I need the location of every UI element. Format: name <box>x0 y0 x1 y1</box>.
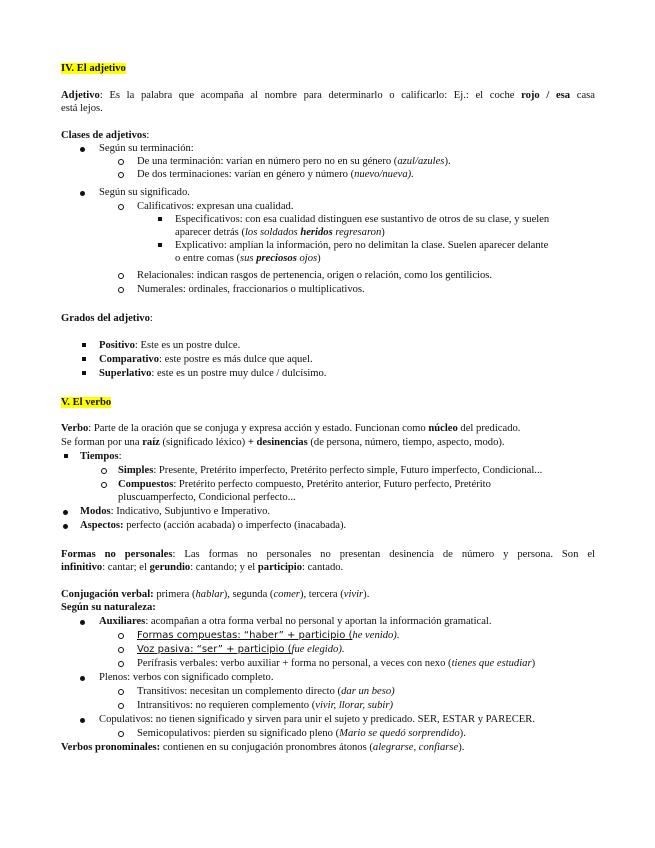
bullet-circle <box>118 661 124 667</box>
bullet-circle <box>118 689 124 695</box>
adjetivo-definition: Adjetivo: Es la palabra que acompaña al nombre para determinarlo o calificarlo: Ej.: el coche rojo / esa casa <box>61 90 595 101</box>
formas-no-personales-line2: infinitivo: cantar; el gerundio: cantando; y el participio: cantado. <box>61 562 344 573</box>
modos: Modos: Indicativo, Subjuntivo e Imperativo. <box>80 506 271 517</box>
significado-label: Según su significado. <box>99 187 190 198</box>
bullet-square <box>158 217 162 221</box>
bullet-circle <box>118 731 124 737</box>
dos-terminaciones: De dos terminaciones: varían en género y número (nuevo/nueva). <box>137 169 414 180</box>
grado-item: Comparativo: este postre es más dulce que aquel. <box>99 354 313 365</box>
bullet-disc <box>63 510 68 515</box>
auxiliares: Auxiliares: acompañan a otra forma verbal no personal y aportan la información gramatical. <box>99 616 492 627</box>
bullet-circle <box>118 647 124 653</box>
bullet-circle <box>118 273 124 279</box>
aspectos: Aspectos: perfecto (acción acabada) o imperfecto (inacabada). <box>80 520 347 531</box>
section-iv-heading: IV. El adjetivo <box>61 63 126 74</box>
transitivos: Transitivos: necesitan un complemento directo (dar un beso) <box>137 686 395 697</box>
bullet-disc <box>80 191 85 196</box>
bullet-square <box>158 243 162 247</box>
bullet-circle <box>101 468 107 474</box>
bullet-circle <box>101 482 107 488</box>
formas-compuestas: Formas compuestas: “haber” + participio (he venido). <box>137 630 400 641</box>
verbos-pronominales: Verbos pronominales: contienen en su conjugación pronombres átonos (alegrarse, confiarse). <box>61 742 465 753</box>
bullet-square <box>64 454 68 458</box>
plenos: Plenos: verbos con significado completo. <box>99 672 274 683</box>
verbo-definition-line2: Se forman por una raíz (significado léxico) + desinencias (de persona, número, tiempo, aspecto, modo). <box>61 437 505 448</box>
calificativos: Calificativos: expresan una cualidad. <box>137 201 294 212</box>
section-v-heading: V. El verbo <box>61 397 112 408</box>
bullet-circle <box>118 703 124 709</box>
bullet-square <box>82 371 86 375</box>
bullet-square <box>82 343 86 347</box>
copulativos: Copulativos: no tienen significado y sirven para unir el sujeto y predicado. SER, ESTAR y PARECER. <box>99 714 535 725</box>
voz-pasiva: Voz pasiva: “ser” + participio (fue elegido). <box>137 644 345 655</box>
verbo-definition: Verbo: Parte de la oración que se conjuga y expresa acción y estado. Funcionan como núcleo del predicado. <box>61 423 521 434</box>
una-terminacion: De una terminación: varían en número pero no en su género (azul/azules). <box>137 156 451 167</box>
clases-title: Clases de adjetivos: <box>61 130 150 141</box>
bullet-disc <box>63 524 68 529</box>
bullet-circle <box>118 633 124 639</box>
numerales: Numerales: ordinales, fraccionarios o multiplicativos. <box>137 284 365 295</box>
bullet-disc <box>80 147 85 152</box>
explicativo-line2: o entre comas (sus preciosos ojos) <box>175 253 321 264</box>
formas-no-personales: Formas no personales: Las formas no personales no presentan desinencia de número y persona. Son el <box>61 549 595 560</box>
tiempos-compuestos-line2: pluscuamperfecto, Condicional perfecto... <box>118 492 296 503</box>
especificativos-line1: Especificativos: con esa cualidad distinguen ese sustantivo de otros de su clase, y suelen <box>175 214 550 225</box>
grado-item: Superlativo: este es un postre muy dulce / dulcísimo. <box>99 368 327 379</box>
intransitivos: Intransitivos: no requieren complemento (vivir, llorar, subir) <box>137 700 393 711</box>
tiempos-simples: Simples: Presente, Pretérito imperfecto, Pretérito perfecto simple, Futuro imperfecto, Condicional... <box>118 465 543 476</box>
grado-item: Positivo: Este es un postre dulce. <box>99 340 241 351</box>
bullet-circle <box>118 159 124 165</box>
bullet-disc <box>80 676 85 681</box>
naturaleza-title: Según su naturaleza: <box>61 602 156 613</box>
explicativo-line1: Explicativo: amplían la información, pero no delimitan la clase. Suelen aparecer delante <box>175 240 549 251</box>
bullet-disc <box>80 718 85 723</box>
bullet-square <box>82 357 86 361</box>
bullet-circle <box>118 287 124 293</box>
terminacion-label: Según su terminación: <box>99 143 194 154</box>
especificativos-line2: aparecer detrás (los soldados heridos regresaron) <box>175 227 385 238</box>
conjugacion-verbal: Conjugación verbal: primera (hablar), segunda (comer), tercera (vivir). <box>61 589 370 600</box>
adjetivo-definition-line2: está lejos. <box>61 103 103 114</box>
tiempos-compuestos: Compuestos: Pretérito perfecto compuesto, Pretérito anterior, Futuro perfecto, Pretérito <box>118 479 491 490</box>
bullet-circle <box>118 172 124 178</box>
semicopulativos: Semicopulativos: pierden su significado pleno (Mario se quedó sorprendido). <box>137 728 466 739</box>
perifrasis: Perífrasis verbales: verbo auxiliar + forma no personal, a veces con nexo (tienes que estudiar) <box>137 658 536 669</box>
bullet-disc <box>80 620 85 625</box>
grados-title: Grados del adjetivo: <box>61 313 153 324</box>
relacionales: Relacionales: indican rasgos de pertenencia, origen o relación, como los gentilicios. <box>137 270 493 281</box>
tiempos-label: Tiempos: <box>80 451 122 462</box>
bullet-circle <box>118 204 124 210</box>
